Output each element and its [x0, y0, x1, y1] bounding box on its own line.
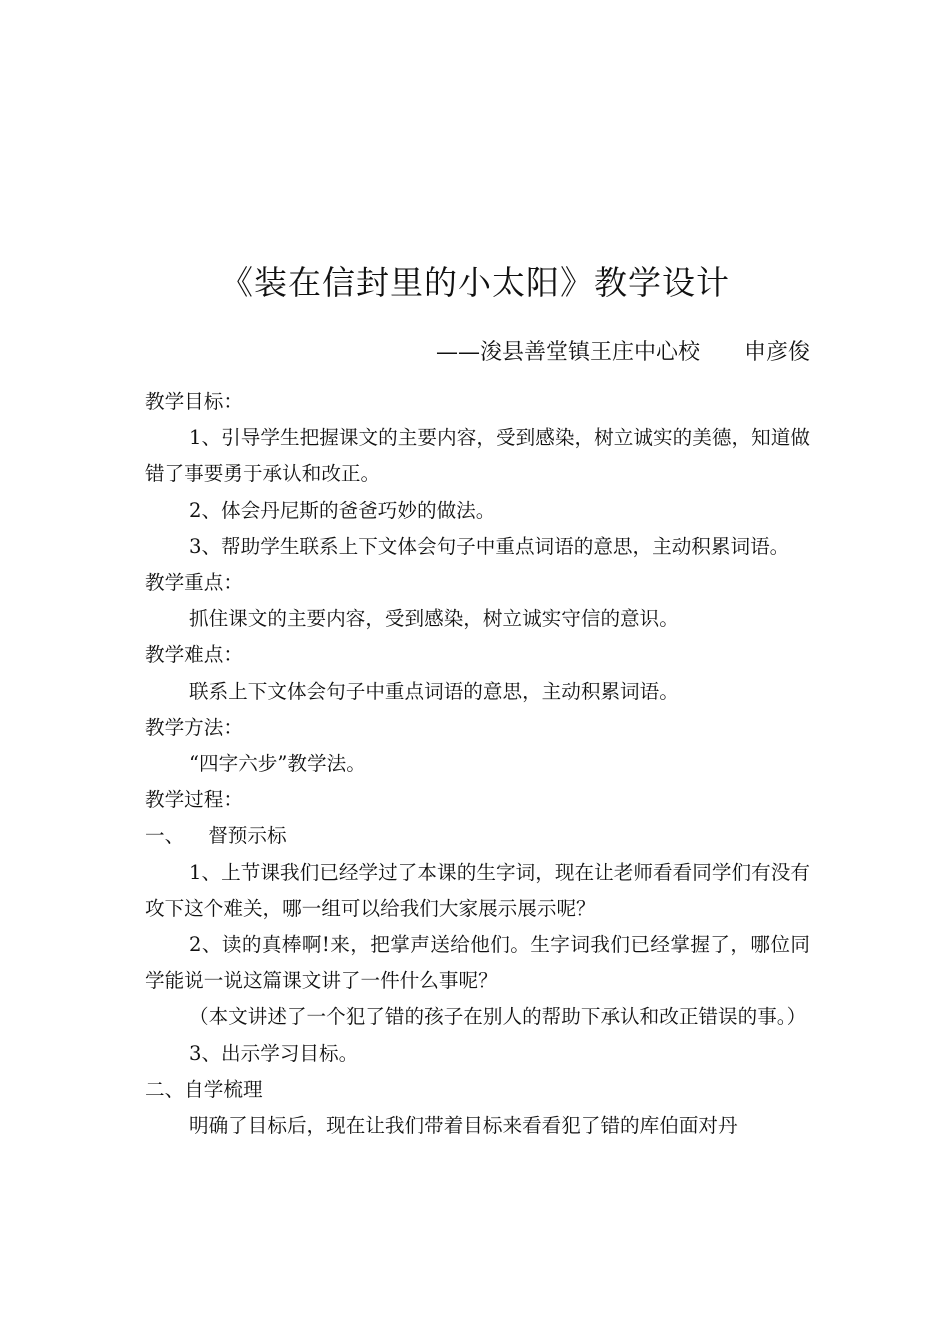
byline-school: ——浚县善堂镇王庄中心校 — [435, 340, 700, 365]
section1-paragraph-1: 1、上节课我们已经学过了本课的生字词，现在让老师看看同学们有没有攻下这个难关，哪一组可以给我们大家展示展示呢？ — [145, 860, 810, 920]
objective-item-2: 2、体会丹尼斯的爸爸巧妙的做法。 — [189, 498, 496, 522]
difficulties-text: 联系上下文体会句子中重点词语的意思，主动积累词语。 — [189, 679, 679, 703]
section2-paragraph-1: 明确了目标后，现在让我们带着目标来看看犯了错的库伯面对丹 — [189, 1114, 738, 1138]
section1-heading — [145, 818, 810, 854]
section1-paragraph-4: 3、出示学习目标。 — [189, 1041, 359, 1065]
document-title: 《装在信封里的小太阳》教学设计 — [220, 263, 730, 302]
methods-heading: 教学方法： — [145, 715, 243, 739]
byline-author: 申彦俊 — [743, 340, 810, 365]
key-points-text: 抓住课文的主要内容，受到感染，树立诚实守信的意识。 — [189, 607, 679, 631]
byline — [0, 334, 810, 372]
section2-heading: 二、自学梳理 — [145, 1077, 263, 1101]
difficulties-heading: 教学难点： — [145, 643, 243, 667]
process-heading: 教学过程： — [145, 788, 243, 812]
objective-item-1: 1、引导学生把握课文的主要内容，受到感染，树立诚实的美德，知道做错了事要勇于承认和改正。 — [145, 426, 810, 486]
key-points-heading: 教学重点： — [145, 571, 243, 595]
section1-number: 一、 — [145, 824, 185, 848]
objective-item-3: 3、帮助学生联系上下文体会句子中重点词语的意思，主动积累词语。 — [189, 534, 790, 558]
section1-title: 督预示标 — [208, 824, 287, 848]
document-body — [145, 384, 810, 1144]
section1-paragraph-2: 2、读的真棒啊!来，把掌声送给他们。生字词我们已经掌握了，哪位同学能说一说这篇课文讲了一件什么事呢？ — [145, 933, 810, 993]
methods-text: “四字六步”教学法。 — [189, 752, 366, 776]
objectives-heading: 教学目标： — [145, 390, 243, 413]
section1-paragraph-3: （本文讲述了一个犯了错的孩子在别人的帮助下承认和改正错误的事。） — [189, 1005, 807, 1029]
